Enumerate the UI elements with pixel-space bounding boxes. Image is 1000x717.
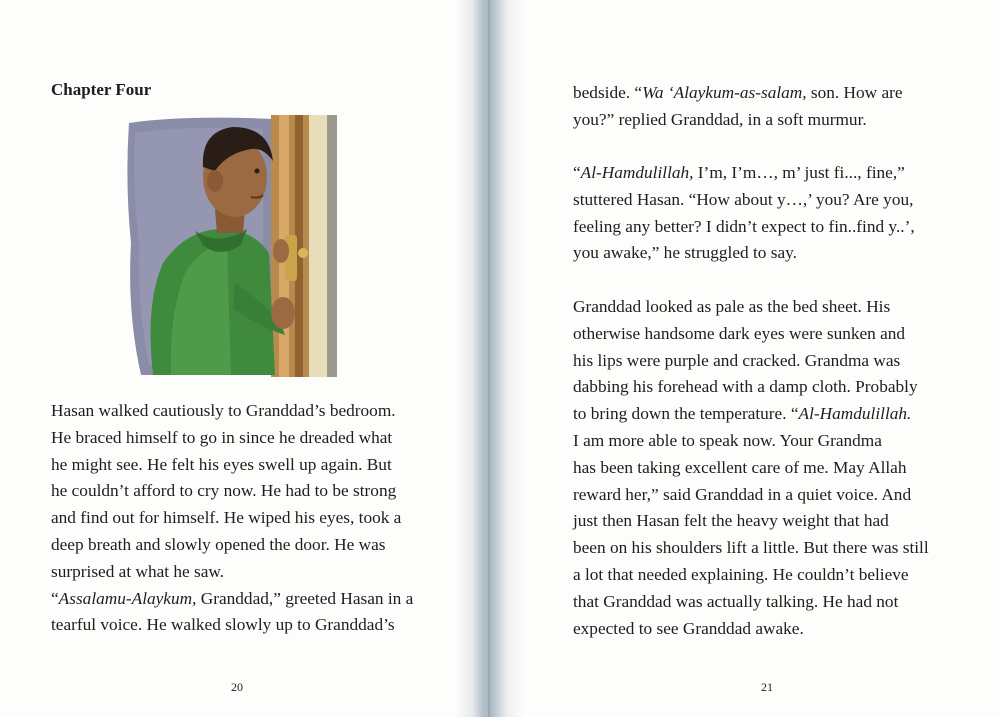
text-line (573, 348, 973, 375)
text-line (573, 535, 973, 562)
text-line (573, 428, 973, 455)
text-run: I’m, I’m…, m’ just fi..., fine,” (693, 163, 905, 182)
text-line (51, 452, 446, 479)
text-run: otherwise handsome dark eyes were sunken and (573, 323, 906, 343)
text-run: Granddad,” greeted Hasan in a (196, 588, 414, 608)
text-run: “ (573, 163, 581, 182)
text-run: dabbing his forehead with a damp cloth. Probably (573, 377, 918, 397)
text-line (573, 80, 973, 107)
text-line (573, 374, 973, 401)
text-run: that Granddad was actually talking. He had not (573, 591, 899, 611)
text-run: “ (51, 588, 59, 608)
text-run: expected to see Granddad awake. (573, 618, 804, 638)
boy-at-door-illustration (123, 113, 339, 379)
text-line (573, 616, 973, 643)
text-line (573, 589, 973, 616)
text-run: you awake,” he struggled to say. (573, 243, 797, 263)
page-number-right: 21 (761, 680, 773, 694)
text-run: a lot that needed explaining. He couldn’t believe (573, 564, 909, 584)
text-line (51, 586, 446, 613)
text-run: reward her,” said Granddad in a quiet voice. And (573, 484, 912, 504)
text-line (573, 294, 973, 321)
text-line (51, 398, 446, 425)
text-line (573, 240, 973, 267)
italic-phrase: Al-Hamdulillah, (580, 163, 694, 182)
text-line (573, 214, 973, 241)
text-run: to bring down the temperature. “ (573, 404, 799, 424)
page-number-left: 20 (231, 680, 243, 694)
text-line (51, 532, 446, 559)
text-line (51, 478, 446, 505)
italic-phrase: Wa ‘Alaykum-as-salam, (642, 83, 807, 102)
gutter-fold (488, 0, 490, 717)
text-run: tearful voice. He walked slowly up to Granddad’s (51, 615, 395, 635)
text-line (573, 321, 973, 348)
paragraph (573, 80, 973, 134)
italic-phrase: Assalamu-Alaykum, (58, 588, 197, 608)
book-gutter (455, 0, 525, 717)
text-line (51, 425, 446, 452)
text-run: and find out for himself. He wiped his eyes, took a (51, 508, 402, 528)
text-run: son. How are (806, 83, 903, 102)
text-run: just then Hasan felt the heavy weight that had (573, 511, 889, 531)
text-run: bedside. “ (573, 83, 643, 102)
italic-phrase: Al-Hamdulillah. (798, 404, 912, 424)
text-run: he couldn’t afford to cry now. He had to be strong (51, 481, 397, 501)
text-run: has been taking excellent care of me. May Allah (573, 457, 907, 477)
text-line (573, 482, 973, 509)
text-run: surprised at what he saw. (51, 561, 225, 581)
chapter-title: Chapter Four (51, 80, 152, 99)
text-run: he might see. He felt his eyes swell up again. But (51, 454, 392, 474)
text-run: deep breath and slowly opened the door. He was (51, 534, 386, 554)
text-run: He braced himself to go in since he dreaded what (51, 427, 393, 447)
text-run: I am more able to speak now. Your Grandma (573, 430, 882, 450)
text-run: been on his shoulders lift a little. But there was still (573, 538, 929, 558)
text-run: stuttered Hasan. “How about y…,’ you? Are you, (573, 189, 914, 209)
text-line (573, 160, 973, 187)
text-line (51, 559, 446, 586)
text-line (573, 401, 973, 428)
paragraph (573, 294, 973, 642)
left-page-text (51, 398, 446, 639)
text-line (51, 612, 446, 639)
text-line (573, 455, 973, 482)
text-line (573, 508, 973, 535)
text-line (51, 505, 446, 532)
text-run: his lips were purple and cracked. Grandma was (573, 350, 901, 370)
text-run: you?” replied Granddad, in a soft murmur. (573, 109, 867, 129)
text-line (573, 187, 973, 214)
text-line (573, 562, 973, 589)
paragraph (573, 160, 973, 267)
text-run: Hasan walked cautiously to Granddad’s bedroom. (51, 401, 396, 420)
text-line (573, 107, 973, 134)
text-run: Granddad looked as pale as the bed sheet. His (573, 297, 891, 316)
text-run: feeling any better? I didn’t expect to fin..find y..’, (573, 216, 915, 236)
